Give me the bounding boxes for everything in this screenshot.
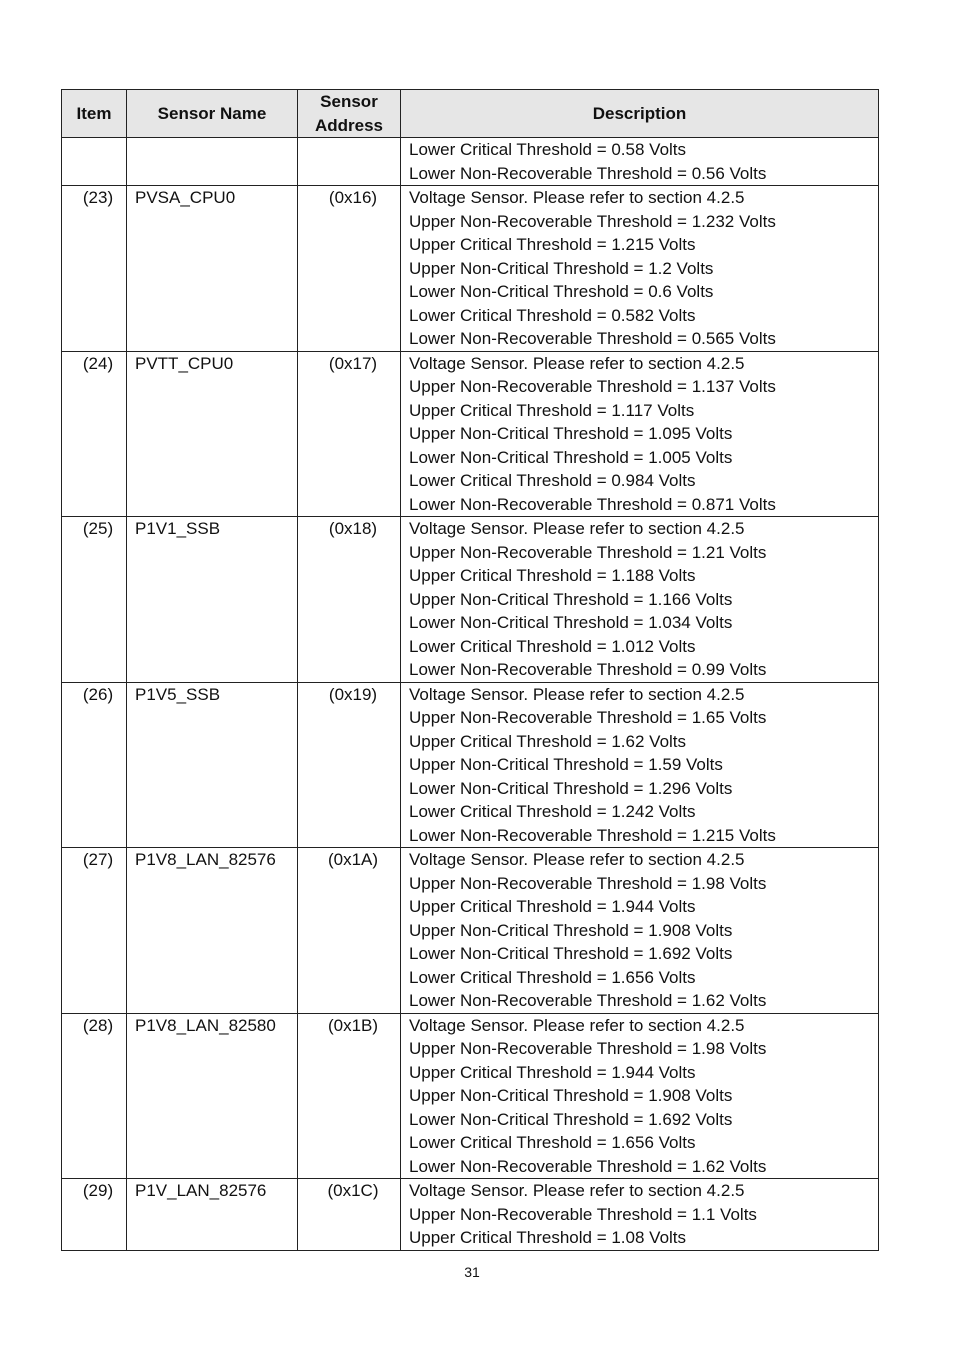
item-cell: (23) [62,186,127,352]
description-line: Voltage Sensor. Please refer to section 4.2.5 [409,684,745,704]
description-cell [401,186,879,352]
sensor-name-cell: PVSA_CPU0 [127,186,298,352]
sensor-name-cell: P1V5_SSB [127,682,298,848]
table-row [62,186,879,352]
sensor-address-cell: (0x1A) [298,848,401,1014]
sensor-address-cell [298,138,401,186]
description-cell [401,1013,879,1179]
description-cell [401,351,879,517]
table-row [62,517,879,683]
description-line: Upper Non-Recoverable Threshold = 1.137 Volts [409,377,776,396]
description-line: Voltage Sensor. Please refer to section 4.2.5 [409,353,745,373]
description-line: Upper Non-Critical Threshold = 1.095 Volts [409,424,733,443]
sensor-address-cell: (0x17) [298,351,401,517]
table-row [62,848,879,1014]
sensor-name-cell: P1V8_LAN_82576 [127,848,298,1014]
description-cell [401,138,879,186]
description-line: Upper Critical Threshold = 1.188 Volts [409,566,696,585]
description-line: Upper Non-Recoverable Threshold = 1.65 Volts [409,708,767,727]
description-line: Lower Non-Recoverable Threshold = 0.565 Volts [409,329,776,348]
description-line: Upper Critical Threshold = 1.62 Volts [409,731,687,751]
description-line: Upper Non-Critical Threshold = 1.2 Volts [409,258,714,278]
description-cell [401,848,879,1014]
sensor-address-cell: (0x18) [298,517,401,683]
description-cell [401,682,879,848]
description-line: Lower Critical Threshold = 1.012 Volts [409,636,696,656]
description-line: Voltage Sensor. Please refer to section 4.2.5 [409,1015,745,1035]
description-line: Upper Non-Critical Threshold = 1.166 Volts [409,589,733,609]
sensor-name-cell: P1V1_SSB [127,517,298,683]
description-line: Upper Non-Recoverable Threshold = 1.21 Volts [409,542,767,562]
description-line: Lower Critical Threshold = 1.242 Volts [409,802,696,821]
description-line: Upper Non-Critical Threshold = 1.59 Volts [409,755,723,774]
sensor-table [61,89,879,1251]
item-cell: (28) [62,1013,127,1179]
description-line: Upper Non-Critical Threshold = 1.908 Volts [409,920,733,940]
item-cell: (24) [62,351,127,517]
description-line: Upper Critical Threshold = 1.117 Volts [409,400,695,420]
description-line: Upper Non-Recoverable Threshold = 1.1 Volts [409,1204,757,1224]
sensor-name-cell: P1V8_LAN_82580 [127,1013,298,1179]
sensor-name-cell [127,138,298,186]
description-cell [401,517,879,683]
description-line: Lower Non-Critical Threshold = 1.296 Volts [409,778,733,798]
description-line: Upper Critical Threshold = 1.944 Volts [409,1062,696,1082]
description-line: Upper Critical Threshold = 1.944 Volts [409,897,696,916]
description-line: Upper Non-Recoverable Threshold = 1.232 Volts [409,211,776,231]
description-line: Voltage Sensor. Please refer to section 4.2.5 [409,850,745,869]
description-line: Lower Non-Recoverable Threshold = 1.62 Volts [409,991,767,1010]
sensor-name-cell: PVTT_CPU0 [127,351,298,517]
sensor-address-cell: (0x19) [298,682,401,848]
item-cell [62,138,127,186]
description-line: Lower Non-Recoverable Threshold = 0.99 Volts [409,660,767,679]
description-line: Voltage Sensor. Please refer to section 4.2.5 [409,1181,745,1200]
sensor-address-cell: (0x1B) [298,1013,401,1179]
sensor-address-cell: (0x16) [298,186,401,352]
item-cell: (29) [62,1179,127,1251]
item-cell: (27) [62,848,127,1014]
header-item: Item [62,90,127,138]
description-line: Voltage Sensor. Please refer to section 4.2.5 [409,188,745,207]
description-line: Voltage Sensor. Please refer to section 4.2.5 [409,519,745,538]
description-line: Upper Non-Critical Threshold = 1.908 Volts [409,1086,733,1105]
header-description: Description [401,90,879,138]
header-sensor-address: Sensor Address [298,90,401,138]
description-line: Lower Non-Critical Threshold = 0.6 Volts [409,282,714,301]
table-row [62,682,879,848]
header-sensor-name: Sensor Name [127,90,298,138]
table-row [62,1013,879,1179]
description-line: Lower Critical Threshold = 0.582 Volts [409,305,696,325]
description-line: Lower Non-Critical Threshold = 1.692 Volts [409,1109,733,1129]
description-line: Upper Critical Threshold = 1.215 Volts [409,235,696,254]
table-row [62,351,879,517]
description-line: Lower Critical Threshold = 0.984 Volts [409,471,696,490]
item-cell: (25) [62,517,127,683]
table-row [62,138,879,186]
description-line: Lower Non-Critical Threshold = 1.692 Volts [409,944,733,963]
page-number: 31 [464,1264,480,1280]
table-header-row [62,90,879,138]
description-line: Lower Critical Threshold = 1.656 Volts [409,1133,696,1152]
description-line: Upper Non-Recoverable Threshold = 1.98 Volts [409,873,767,893]
description-line: Lower Non-Critical Threshold = 1.005 Volts [409,447,733,467]
description-line: Lower Critical Threshold = 1.656 Volts [409,967,696,987]
description-line: Upper Critical Threshold = 1.08 Volts [409,1228,687,1247]
description-line: Lower Non-Recoverable Threshold = 1.215 Volts [409,825,776,845]
description-line: Lower Non-Recoverable Threshold = 1.62 Volts [409,1156,767,1176]
description-line: Lower Non-Recoverable Threshold = 0.871 Volts [409,494,776,514]
table-row [62,1179,879,1251]
table-body [62,138,879,1251]
sensor-address-cell: (0x1C) [298,1179,401,1251]
description-line: Lower Non-Critical Threshold = 1.034 Volts [409,613,733,632]
sensor-name-cell: P1V_LAN_82576 [127,1179,298,1251]
description-line: Lower Non-Recoverable Threshold = 0.56 Volts [409,163,767,183]
item-cell: (26) [62,682,127,848]
description-line: Lower Critical Threshold = 0.58 Volts [409,140,687,159]
description-cell [401,1179,879,1251]
description-line: Upper Non-Recoverable Threshold = 1.98 Volts [409,1039,767,1058]
